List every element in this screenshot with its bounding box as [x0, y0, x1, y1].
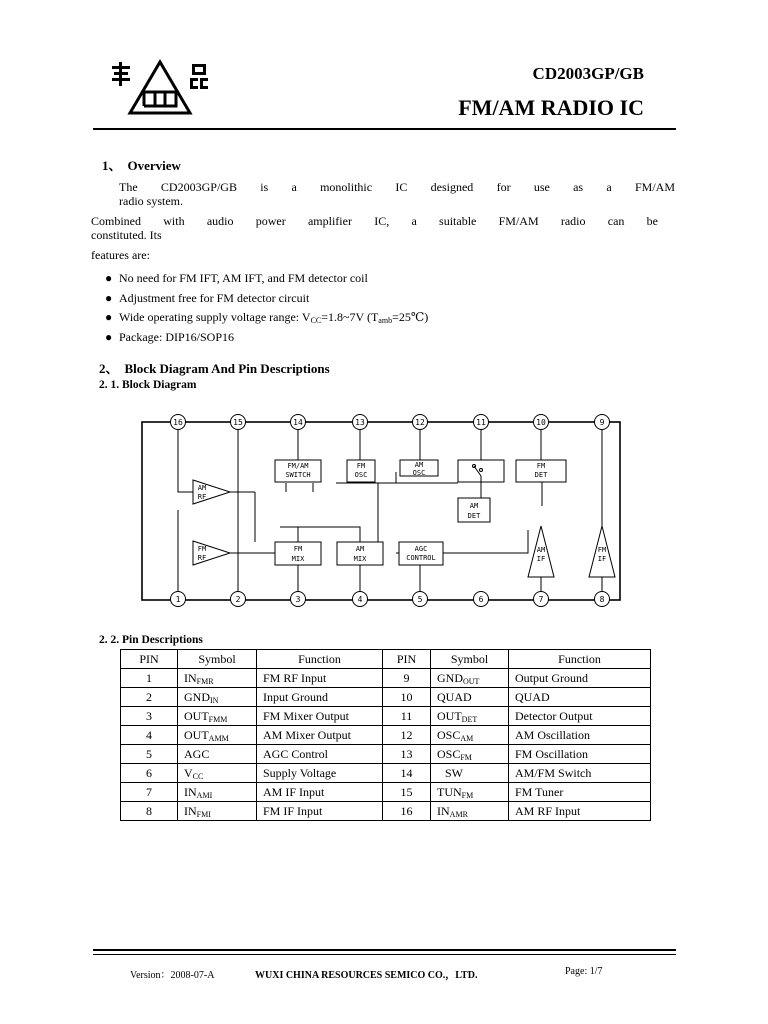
pin-symbol: $IN_{AMR}$	[431, 802, 509, 821]
header-rule	[93, 128, 676, 130]
pin-symbol: $OUT_{AMM}$	[178, 726, 257, 745]
block-diagram	[138, 410, 628, 610]
table-row	[121, 726, 651, 745]
pin-symbol: $GND_{OUT}$	[431, 669, 509, 688]
pin-function: QUAD	[509, 688, 651, 707]
block-diagram-title: 2. 1. Block Diagram	[99, 379, 197, 391]
pin-number: 7	[121, 783, 178, 802]
pin-function: FM Tuner	[509, 783, 651, 802]
top-pin-number: 12	[415, 418, 425, 427]
top-pin-number: 15	[233, 418, 243, 427]
top-pin-number: 10	[536, 418, 546, 427]
table-row	[121, 745, 651, 764]
pin-function: FM RF Input	[257, 669, 383, 688]
col-pin-2: PIN	[383, 650, 431, 669]
fm-det-label-1: FM	[536, 462, 546, 470]
footer-rule-thin	[93, 954, 676, 955]
document-title: FM/AM RADIO IC	[458, 95, 644, 120]
feature-item: ● Package: DIP16/SOP16	[105, 330, 234, 344]
pin-function: Input Ground	[257, 688, 383, 707]
footer-page: Page: 1/7	[565, 966, 603, 977]
bottom-pin-number: 8	[599, 595, 605, 604]
pin-number: 1	[121, 669, 178, 688]
pin-symbol: $OSC_{AM}$	[431, 726, 509, 745]
overview-line-1: The CD2003GP/GB is a monolithic IC designed for use as a FM/AM	[119, 180, 675, 194]
overview-line-4: constituted. Its	[91, 228, 162, 242]
pin-symbol: AGC	[178, 745, 257, 764]
col-pin-1: PIN	[121, 650, 178, 669]
pin-descriptions-title: 2. 2. Pin Descriptions	[99, 634, 203, 646]
col-symbol-1: Symbol	[178, 650, 257, 669]
pin-function: Supply Voltage	[257, 764, 383, 783]
am-if-label-2: IF	[536, 555, 546, 563]
bottom-pin-number: 6	[478, 595, 484, 604]
fm-rf-label-2: RF	[197, 554, 207, 562]
am-mix-label-1: AM	[355, 545, 365, 553]
pin-number: 5	[121, 745, 178, 764]
top-pin-number: 9	[599, 418, 605, 427]
pin-function: AM/FM Switch	[509, 764, 651, 783]
table-row	[121, 764, 651, 783]
table-row	[121, 783, 651, 802]
am-mix-label-2: MIX	[353, 555, 367, 563]
pin-function: AM RF Input	[509, 802, 651, 821]
bottom-pin-number: 5	[417, 595, 423, 604]
table-row	[121, 707, 651, 726]
pin-number: 9	[383, 669, 431, 688]
table-row	[121, 688, 651, 707]
fm-mix-label-1: FM	[293, 545, 303, 553]
am-if-label-1: AM	[536, 546, 546, 554]
pin-symbol: $OSC_{FM}$	[431, 745, 509, 764]
pin-number: 2	[121, 688, 178, 707]
am-rf-label-2: RF	[197, 493, 207, 501]
pin-number: 14	[383, 764, 431, 783]
feature-item-voltage: ● Wide operating supply voltage range: $V_{CC}=1.8\sim 7V$ $(T_{amb}=25℃)$	[105, 310, 429, 325]
am-osc-label-1: AM	[414, 461, 424, 469]
pin-symbol: $IN_{FMR}$	[178, 669, 257, 688]
overview-heading: 1、 Overview	[102, 158, 181, 173]
top-pin-number: 14	[293, 418, 303, 427]
section2-heading: 2、 Block Diagram And Pin Descriptions	[99, 361, 330, 376]
switch-label-1: FM/AM	[287, 462, 309, 470]
pin-function: AGC Control	[257, 745, 383, 764]
top-pin-number: 16	[173, 418, 183, 427]
table-row	[121, 669, 651, 688]
col-function-1: Function	[257, 650, 383, 669]
pin-number: 10	[383, 688, 431, 707]
pin-symbol: $TUN_{FM}$	[431, 783, 509, 802]
feature-item: ● No need for FM IFT, AM IFT, and FM detector coil	[105, 271, 368, 285]
am-rf-label-1: AM	[197, 484, 207, 492]
pin-number: 4	[121, 726, 178, 745]
pin-symbol: $IN_{FMI}$	[178, 802, 257, 821]
pin-symbol: $IN_{AMI}$	[178, 783, 257, 802]
agc-label-2: CONTROL	[406, 554, 436, 562]
pin-symbol: $OUT_{DET}$	[431, 707, 509, 726]
pin-number: 13	[383, 745, 431, 764]
pin-number: 8	[121, 802, 178, 821]
switch-label-2: SWITCH	[285, 471, 311, 479]
col-symbol-2: Symbol	[431, 650, 509, 669]
agc-label-1: AGC	[414, 545, 428, 553]
pin-function: Output Ground	[509, 669, 651, 688]
fm-if-label-2: IF	[597, 555, 607, 563]
pin-symbol: $V_{CC}$	[178, 764, 257, 783]
fm-osc-label-2: OSC	[354, 471, 368, 479]
footer-rule	[93, 949, 676, 951]
am-det-label-1: AM	[469, 502, 479, 510]
company-logo	[110, 58, 210, 116]
overview-line-2: radio system.	[119, 194, 183, 208]
pin-symbol: $OUT_{FMM}$	[178, 707, 257, 726]
pin-function: FM Mixer Output	[257, 707, 383, 726]
overview-line-3: Combined with audio power amplifier IC, a suitable FM/AM radio can be	[91, 214, 658, 228]
footer-company: WUXI CHINA RESOURCES SEMICO CO.，LTD.	[255, 970, 478, 981]
bottom-pin-number: 2	[235, 595, 241, 604]
pin-number: 16	[383, 802, 431, 821]
pin-table	[120, 649, 651, 821]
pin-function: AM Mixer Output	[257, 726, 383, 745]
overview-line-5: features are:	[91, 248, 150, 262]
fm-osc-label-1: FM	[356, 462, 366, 470]
pin-symbol: $GND_{IN}$	[178, 688, 257, 707]
feature-item: ● Adjustment free for FM detector circuit	[105, 291, 310, 305]
pin-number: 12	[383, 726, 431, 745]
am-osc-label-2: OSC	[412, 469, 426, 477]
bottom-pin-number: 1	[175, 595, 181, 604]
pin-function: Detector Output	[509, 707, 651, 726]
top-pin-number: 11	[476, 418, 486, 427]
pin-function: AM IF Input	[257, 783, 383, 802]
am-det-label-2: DET	[467, 512, 481, 520]
bottom-pin-number: 4	[357, 595, 363, 604]
pin-number: 3	[121, 707, 178, 726]
pin-function: FM IF Input	[257, 802, 383, 821]
pin-table-header	[121, 650, 651, 669]
pin-number: 6	[121, 764, 178, 783]
bottom-pin-number: 7	[538, 595, 544, 604]
table-row	[121, 802, 651, 821]
fm-rf-label-1: FM	[197, 545, 207, 553]
footer-version: Version：2008-07-A	[130, 970, 215, 981]
bottom-pin-number: 3	[295, 595, 301, 604]
pin-symbol: SW	[431, 764, 509, 783]
pin-function: FM Oscillation	[509, 745, 651, 764]
fm-if-label-1: FM	[597, 546, 607, 554]
pin-function: AM Oscillation	[509, 726, 651, 745]
pin-symbol: QUAD	[431, 688, 509, 707]
fm-mix-label-2: MIX	[291, 555, 305, 563]
part-number: CD2003GP/GB	[532, 64, 644, 83]
top-pin-number: 13	[355, 418, 365, 427]
col-function-2: Function	[509, 650, 651, 669]
fm-det-label-2: DET	[534, 471, 548, 479]
pin-number: 11	[383, 707, 431, 726]
pin-number: 15	[383, 783, 431, 802]
